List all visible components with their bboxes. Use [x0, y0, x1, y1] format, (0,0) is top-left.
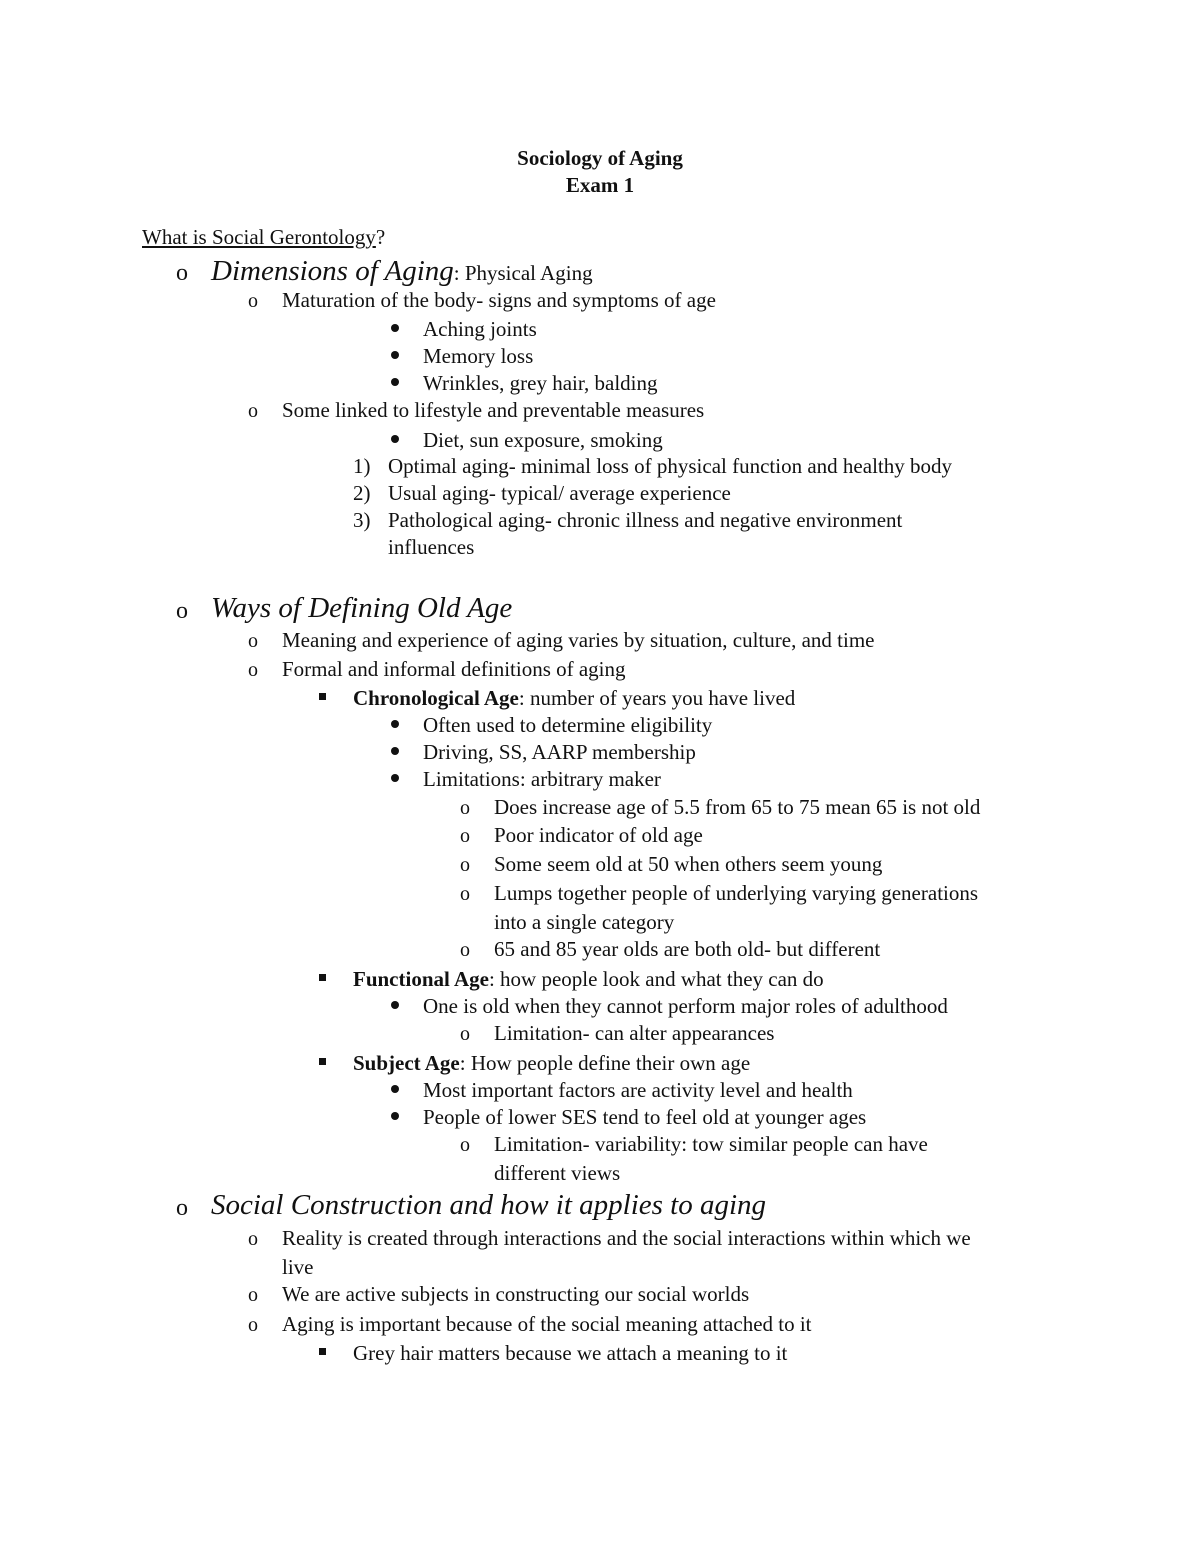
list-item: Maturation of the body- signs and symptoms of age [282, 288, 716, 312]
bullet-o-marker: o [176, 260, 188, 286]
list-item: Most important factors are activity level and health [423, 1078, 853, 1102]
term-definition: : number of years you have lived [518, 686, 796, 710]
bullet-square-marker [319, 974, 326, 981]
heading-dimensions-of-aging [211, 254, 593, 290]
heading-tail: : Physical Aging [453, 261, 593, 285]
list-item: One is old when they cannot perform major roles of adulthood [423, 994, 948, 1018]
bullet-o-marker: o [176, 1195, 188, 1221]
list-item: People of lower SES tend to feel old at younger ages [423, 1105, 867, 1129]
bullet-o-marker: o [248, 400, 258, 422]
bullet-o-marker: o [460, 939, 470, 961]
bullet-dot-marker [391, 324, 399, 332]
list-item: Limitation- variability: tow similar people can have [494, 1132, 928, 1156]
list-item: Grey hair matters because we attach a meaning to it [353, 1341, 788, 1365]
section-label-suffix: ? [375, 225, 386, 249]
list-item: Limitation- can alter appearances [494, 1021, 775, 1045]
list-item: Usual aging- typical/ average experience [388, 481, 731, 505]
bullet-dot-marker [391, 1001, 399, 1009]
bullet-o-marker: o [460, 825, 470, 847]
list-item: Does increase age of 5.5 from 65 to 75 mean 65 is not old [494, 795, 981, 819]
term-subject-age [353, 1050, 750, 1077]
bullet-square-marker [319, 1348, 326, 1355]
bullet-o-marker: o [248, 630, 258, 652]
list-item: Often used to determine eligibility [423, 713, 713, 737]
list-item-continuation: different views [494, 1161, 621, 1185]
list-item: Formal and informal definitions of aging [282, 657, 626, 681]
list-item: Some seem old at 50 when others seem young [494, 852, 883, 876]
heading-social-construction: Social Construction and how it applies to aging [211, 1189, 767, 1221]
list-item: Limitations: arbitrary maker [423, 767, 661, 791]
document-subtitle: Exam 1 [565, 173, 635, 197]
term-label: Functional Age [353, 967, 489, 991]
list-item: We are active subjects in constructing our social worlds [282, 1282, 750, 1306]
list-item: Wrinkles, grey hair, balding [423, 371, 658, 395]
heading-text: Dimensions of Aging [211, 255, 454, 287]
list-item: Aging is important because of the social meaning attached to it [282, 1312, 812, 1336]
term-definition: : How people define their own age [459, 1051, 751, 1075]
list-item: Some linked to lifestyle and preventable measures [282, 398, 705, 422]
term-label: Subject Age [353, 1051, 460, 1075]
list-item-continuation: influences [388, 535, 475, 559]
term-functional-age [353, 966, 824, 993]
term-definition: : how people look and what they can do [488, 967, 824, 991]
list-item-continuation: live [282, 1255, 314, 1279]
bullet-dot-marker [391, 435, 399, 443]
list-item: Driving, SS, AARP membership [423, 740, 696, 764]
list-number: 2) [353, 481, 371, 505]
list-item: Reality is created through interactions and the social interactions within which we [282, 1226, 971, 1250]
list-item-continuation: into a single category [494, 910, 675, 934]
term-chronological-age [353, 685, 795, 712]
bullet-o-marker: o [248, 1284, 258, 1306]
list-number: 3) [353, 508, 371, 532]
bullet-o-marker: o [176, 598, 188, 624]
bullet-o-marker: o [248, 1228, 258, 1250]
list-item: Optimal aging- minimal loss of physical function and healthy body [388, 454, 952, 478]
term-label: Chronological Age [353, 686, 519, 710]
section-label-text: What is Social Gerontology [142, 225, 376, 249]
bullet-o-marker: o [248, 290, 258, 312]
bullet-o-marker: o [460, 883, 470, 905]
bullet-o-marker: o [248, 659, 258, 681]
bullet-o-marker: o [460, 797, 470, 819]
bullet-square-marker [319, 693, 326, 700]
bullet-dot-marker [391, 1112, 399, 1120]
document-title: Sociology of Aging [517, 146, 683, 170]
list-item: Meaning and experience of aging varies by situation, culture, and time [282, 628, 875, 652]
bullet-o-marker: o [460, 1023, 470, 1045]
bullet-dot-marker [391, 378, 399, 386]
bullet-dot-marker [391, 720, 399, 728]
bullet-dot-marker [391, 774, 399, 782]
bullet-dot-marker [391, 351, 399, 359]
section-label [142, 224, 385, 251]
list-item: Aching joints [423, 317, 537, 341]
list-item: 65 and 85 year olds are both old- but different [494, 937, 881, 961]
bullet-o-marker: o [460, 1134, 470, 1156]
heading-ways-of-defining-old-age: Ways of Defining Old Age [211, 592, 513, 624]
bullet-square-marker [319, 1058, 326, 1065]
bullet-dot-marker [391, 747, 399, 755]
list-item: Pathological aging- chronic illness and negative environment [388, 508, 903, 532]
list-number: 1) [353, 454, 371, 478]
list-item: Lumps together people of underlying varying generations [494, 881, 979, 905]
bullet-o-marker: o [248, 1314, 258, 1336]
bullet-dot-marker [391, 1085, 399, 1093]
list-item: Memory loss [423, 344, 534, 368]
list-item: Poor indicator of old age [494, 823, 703, 847]
bullet-o-marker: o [460, 854, 470, 876]
list-item: Diet, sun exposure, smoking [423, 428, 663, 452]
